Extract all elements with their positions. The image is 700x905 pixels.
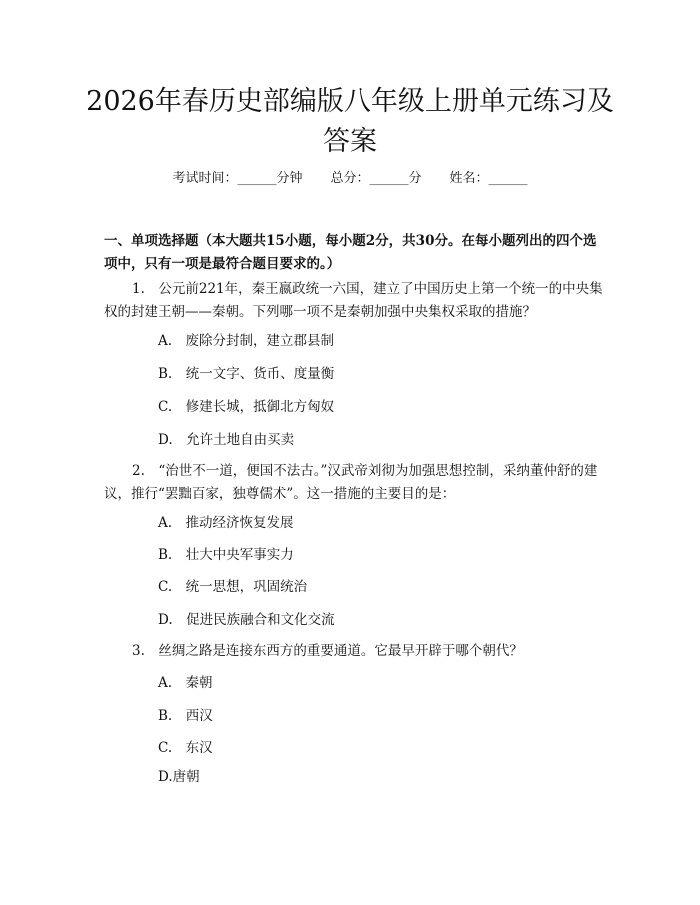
- question-2-option-c: C. 统一思想，巩固统治: [158, 579, 308, 595]
- question-2-option-b: B. 壮大中央军事实力: [158, 547, 294, 563]
- section-heading: 一、单项选择题（本大题共15小题，每小题2分，共30分。在每小题列出的四个选项中，只有一项是最符合题目要求的。）: [104, 233, 597, 272]
- question-3-option-d: D.唐朝: [158, 769, 200, 785]
- exam-meta-line: [0, 169, 700, 189]
- question-3-option-b: B. 西汉: [158, 708, 213, 724]
- question-1-text: 1. 公元前221年，秦王嬴政统一六国，建立了中国历史上第一个统一的中央集权的封建王朝——秦朝。下列哪一项不是秦朝加强中央集权采取的措施？: [104, 281, 603, 320]
- question-1-option-b: B. 统一文字、货币、度量衡: [158, 366, 335, 382]
- question-2-option-a: A. 推动经济恢复发展: [158, 515, 294, 531]
- question-1-option-d: D. 允许土地自由买卖: [158, 432, 295, 448]
- question-2-option-d: D. 促进民族融合和文化交流: [158, 612, 335, 628]
- question-1-option-c: C. 修建长城，抵御北方匈奴: [158, 399, 335, 415]
- student-name-field: 姓名：______: [449, 171, 528, 186]
- total-score-field: 总分：______分: [330, 171, 422, 186]
- question-3-text: 3. 丝绸之路是连接东西方的重要通道。它最早开辟于哪个朝代？: [132, 643, 523, 659]
- exam-time-field: 考试时间：______分钟: [172, 171, 303, 186]
- document-title: 2026年春历史部编版八年级上册单元练习及答案: [86, 86, 614, 157]
- question-1-option-a: A. 废除分封制，建立郡县制: [158, 333, 335, 349]
- question-3-option-c: C. 东汉: [158, 740, 213, 756]
- question-3-option-a: A. 秦朝: [158, 675, 213, 691]
- question-2-text: 2. “治世不一道，便国不法古。”汉武帝刘彻为加强思想控制，采纳董仲舒的建议，推行“罢黜百家，独尊儒术”。这一措施的主要目的是：: [104, 463, 598, 502]
